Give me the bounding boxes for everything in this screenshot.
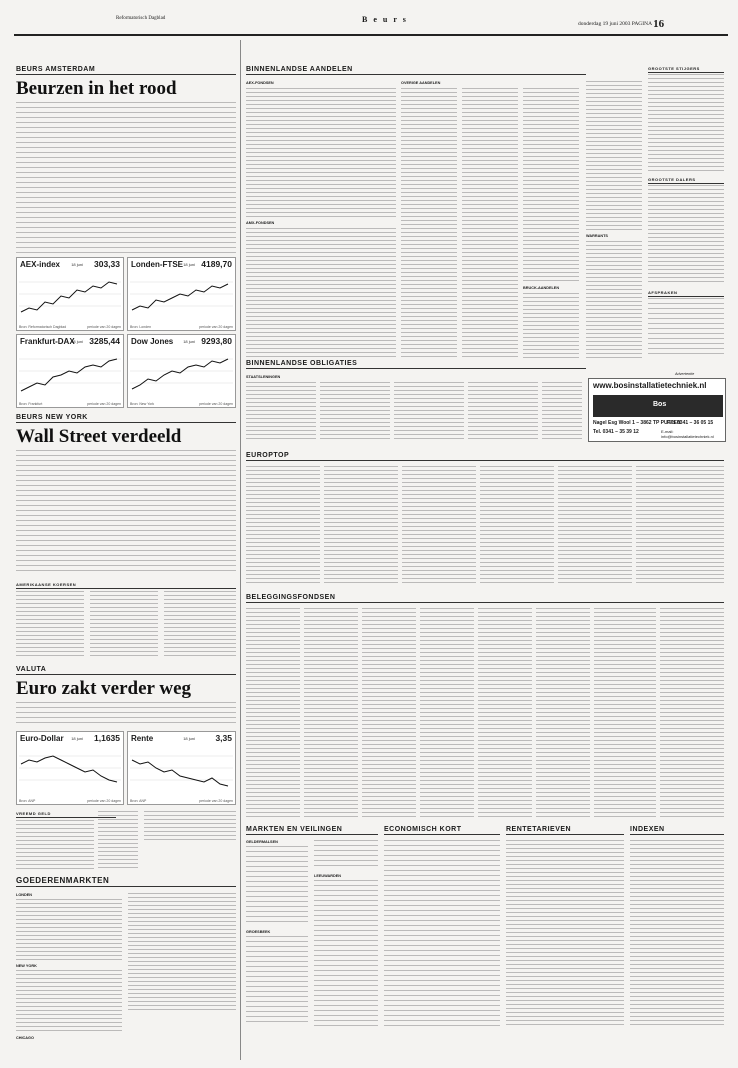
overige-aandelen-col1 [401, 88, 457, 358]
markten-head: MARKTEN EN VEILINGEN [246, 826, 378, 835]
binnenlandse-obligaties-head: BINNENLANDSE OBLIGATIES [246, 360, 586, 369]
chart-title: Frankfurt-DAX [20, 337, 75, 346]
ad-fax: Fax 0341 – 36 05 15 [667, 420, 714, 426]
chart-title: AEX-index [20, 260, 61, 269]
chart-value: 303,33 [94, 259, 120, 269]
beleggingsfondsen-head: BELEGGINGSFONDSEN [246, 594, 724, 603]
chart-source: Bron: ANP [130, 799, 147, 803]
markten-col1-a [246, 846, 308, 926]
markten-col2-b [314, 880, 378, 1026]
overige-aandelen-col4 [586, 81, 642, 231]
vreemd-geld-table [16, 820, 94, 870]
dowjones-line [130, 349, 233, 397]
londen-table [16, 899, 122, 961]
fondsen-col7 [594, 608, 656, 818]
europtop-head: EUROPTOP [246, 452, 724, 461]
chart-value: 1,1635 [94, 733, 120, 743]
obligaties-col4 [468, 382, 538, 442]
europtop-col5 [558, 466, 632, 586]
chart-source: Bron: Frankfurt [19, 402, 43, 406]
chart-date: 18 juni [183, 262, 195, 267]
aex-chart [16, 257, 124, 331]
chart-value: 3,35 [215, 733, 232, 743]
section-title: B e u r s [362, 15, 408, 24]
amsterdam-article-text [16, 102, 236, 254]
chart-period: periode van 20 dagen [87, 325, 121, 329]
fondsen-col2 [304, 608, 358, 818]
frankfurt-line [19, 349, 121, 397]
goederen-newyork: NEW YORK [16, 964, 37, 968]
rentetarieven-head: RENTETARIEVEN [506, 826, 624, 835]
amsterdam-headline: Beurzen in het rood [16, 78, 177, 99]
fondsen-col8 [660, 608, 724, 818]
newyork-headline: Wall Street verdeeld [16, 426, 182, 447]
ad-address: Nagel Esg Wool 1 – 3862 TP PUTTEN [593, 420, 681, 426]
fondsen-col6 [536, 608, 590, 818]
chart-date: 18 juni [71, 736, 83, 741]
chart-source: Bron: New York [130, 402, 155, 406]
bruck-table [523, 293, 579, 358]
chart-date: 18 juni [71, 339, 83, 344]
markten-col1-b [246, 936, 308, 1026]
london-chart [127, 257, 236, 331]
economisch-kort-text [384, 840, 500, 1026]
us-stocks-table-3 [164, 591, 236, 659]
chart-title: Euro-Dollar [20, 734, 64, 743]
indexen-table [630, 840, 724, 1026]
overige-aandelen-col3 [523, 88, 579, 283]
goederen-chicago: CHICAGO [16, 1036, 34, 1040]
eurodollar-chart [16, 731, 124, 805]
aex-line [19, 272, 121, 320]
chart-title: Londen-FTSE [131, 260, 183, 269]
warrants-table [586, 241, 642, 358]
amerikaanse-koersen-head: AMERIKAANSE KOERSEN [16, 582, 236, 589]
markten-geldermalsen: GELDERMALSEN [246, 840, 278, 844]
europtop-col6 [636, 466, 724, 586]
fondsen-col1 [246, 608, 300, 818]
chart-date: 18 juni [183, 339, 195, 344]
ad-url[interactable]: www.bosinstallatietechniek.nl [593, 381, 707, 390]
chart-value: 3285,44 [89, 336, 120, 346]
europtop-col2 [324, 466, 398, 586]
london-line [130, 272, 233, 320]
binnenlandse-aandelen-head: BINNENLANDSE AANDELEN [246, 66, 586, 75]
eurodollar-line [19, 746, 121, 794]
chart-source: Bron: ANP [19, 799, 36, 803]
exchange-table-2 [98, 811, 138, 870]
bos-advertisement [588, 378, 726, 442]
masthead [14, 10, 728, 36]
paper-name: Reformatorisch Dagblad [116, 16, 166, 21]
warrants-head: WARRANTS [586, 234, 608, 238]
amx-fondsen-head: AMX-FONDSEN [246, 221, 275, 225]
us-stocks-table-2 [90, 591, 158, 659]
chart-period: periode van 20 dagen [87, 402, 121, 406]
goederen-section: GOEDERENMARKTEN [16, 876, 236, 887]
grootste-stijgers-head: GROOTSTE STIJGERS [648, 66, 724, 73]
stijgers-table [648, 74, 724, 172]
valuta-article-text [16, 702, 236, 724]
obligaties-col3 [394, 382, 464, 442]
fondsen-col3 [362, 608, 416, 818]
ad-email: E-mail: info@bosinstallatietechniek.nl [661, 429, 714, 439]
europtop-col4 [480, 466, 554, 586]
column-rule [240, 40, 241, 1060]
chart-period: periode van 20 dagen [199, 325, 233, 329]
dalers-table [648, 185, 724, 283]
date-page: donderdag 19 juni 2003 PAGINA 16 [578, 18, 665, 30]
grootste-dalers-head: GROOTSTE DALERS [648, 177, 724, 184]
newyork-article-text [16, 450, 236, 575]
valuta-section: VALUTA [16, 666, 236, 675]
overige-aandelen-head: OVERIGE AANDELEN [401, 81, 441, 85]
newyork-table [16, 970, 122, 1032]
exchange-table-3 [144, 811, 236, 841]
chart-source: Bron: Reformatorisch Dagblad [19, 325, 67, 329]
chart-period: periode van 20 dagen [199, 799, 233, 803]
chart-title: Rente [131, 734, 154, 743]
indexen-head: INDEXEN [630, 826, 724, 835]
rente-line [130, 746, 233, 794]
valuta-headline: Euro zakt verder weg [16, 678, 192, 699]
europtop-col3 [402, 466, 476, 586]
chart-period: periode van 20 dagen [199, 402, 233, 406]
obligaties-col2 [320, 382, 390, 442]
goederen-table-right [128, 893, 236, 1013]
amsterdam-section: BEURS AMSTERDAM [16, 66, 236, 75]
chart-title: Dow Jones [131, 337, 174, 346]
obligaties-col1 [246, 382, 316, 442]
amx-fondsen-table [246, 228, 396, 358]
fondsen-col4 [420, 608, 474, 818]
dowjones-chart [127, 334, 236, 408]
chart-value: 9293,80 [201, 336, 232, 346]
us-stocks-table-1 [16, 591, 84, 659]
ad-tag: Advertentie [675, 372, 695, 376]
frankfurt-chart [16, 334, 124, 408]
chart-source: Bron: Londen [130, 325, 152, 329]
economisch-kort-head: ECONOMISCH KORT [384, 826, 500, 835]
chart-date: 18 juni [183, 736, 195, 741]
overige-aandelen-col2 [462, 88, 518, 358]
staatsleningen-head: STAATSLENINGEN [246, 375, 281, 379]
markten-leeuwarden: LEEUWARDEN [314, 874, 342, 878]
europtop-col1 [246, 466, 320, 586]
rentetarieven-table [506, 840, 624, 1026]
aex-fondsen-table [246, 88, 396, 218]
markten-groesbeek: GROESBEEK [246, 930, 271, 934]
afspraken-head: AFSPRAKEN [648, 290, 724, 297]
ad-tel: Tel. 0341 – 35 39 12 [593, 429, 639, 435]
newyork-section: BEURS NEW YORK [16, 414, 236, 423]
bruck-aandelen-head: BRUCK-AANDELEN [523, 286, 560, 290]
chart-period: periode van 20 dagen [87, 799, 121, 803]
obligaties-col5 [542, 382, 582, 442]
afspraken-text [648, 298, 724, 358]
goederen-londen: LONDEN [16, 893, 33, 897]
rente-chart [127, 731, 236, 805]
vreemd-geld-head: VREEMD GELD [16, 811, 116, 818]
ad-brand: Bos [653, 401, 667, 408]
chart-value: 4189,70 [201, 259, 232, 269]
chart-date: 18 juni [71, 262, 83, 267]
fondsen-col5 [478, 608, 532, 818]
aex-fondsen-head: AEX-FONDSEN [246, 81, 274, 85]
markten-col2-a [314, 840, 378, 870]
